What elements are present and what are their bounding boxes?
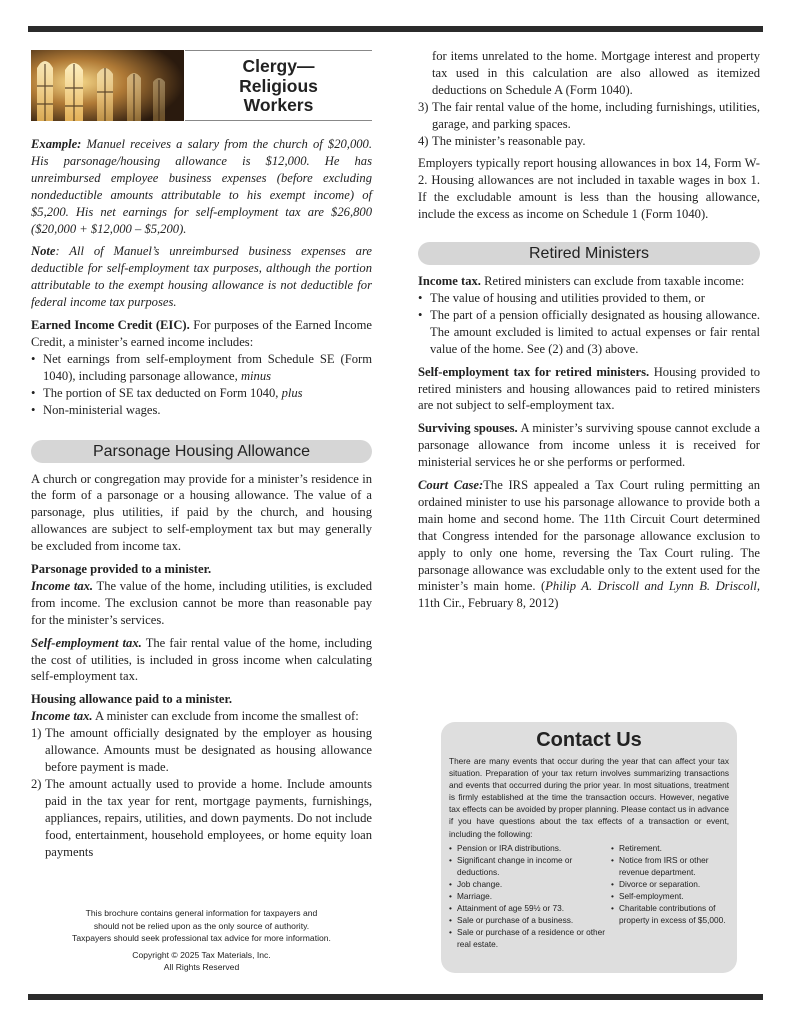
note-label: Note	[31, 244, 56, 259]
retired-se-paragraph	[418, 364, 760, 415]
court-case-end: 11th Cir., February 8, 2012)	[418, 596, 559, 611]
example-text: Manuel receives a salary from the church of $20,000. His parsonage/housing allowance is $12,000. He has unreimbursed employee business expenses (before excluding nondeductible amounts attributable to his exempt income) of $5,200. His net earnings for self-employment tax are $26,800 ($20,000 + $12,000 – $5,200).	[31, 137, 372, 236]
retired-income-label: Income tax.	[418, 274, 481, 289]
section-heading-parsonage: Parsonage Housing Allowance	[31, 440, 372, 463]
income-tax-text: The value of the home, including utilities, is excluded from income. The exclusion cannot be more than reasonable pay for the minister’s services.	[31, 578, 372, 627]
retired-se-text: Housing provided to retired ministers and housing allowances paid to retired ministers are not subject to self-employment tax.	[418, 364, 761, 413]
allowance-paragraph	[31, 708, 372, 725]
contact-title: Contact Us	[536, 729, 642, 751]
eic-list	[31, 351, 372, 419]
right-column	[418, 48, 760, 618]
list-item: • Sale or purchase of a business.	[449, 914, 611, 926]
retired-income-text: Retired ministers can exclude from taxable income:	[484, 274, 745, 289]
list-item: • Net earnings from self-employment from Schedule SE (Form 1040), including parsonage allowance, minus	[31, 351, 372, 385]
se-tax-paragraph	[31, 635, 372, 686]
retired-se-label: Self-employment tax for retired ministers.	[418, 364, 650, 379]
spouse-text: A minister’s surviving spouse cannot exclude a parsonage allowance from income unless it is received for ministerial services he or she performs or performed.	[418, 421, 760, 470]
rights-reserved: All Rights Reserved	[163, 962, 240, 972]
list-item: 1) The amount officially designated by the employer as housing allowance. Amounts must be designated as housing allowance before payment is made.	[31, 726, 372, 774]
spouse-label: Surviving spouses.	[418, 421, 518, 436]
title-line-3: Workers	[243, 95, 314, 115]
allowance-list-continued	[418, 99, 760, 150]
parsonage-intro: A church or congregation may provide for a minister’s residence in the form of a parsonage or a housing allowance. The value of a parsonage, plus utilities, if paid by the church, and housing allowances are subject to self-employment tax but may generally be excluded from income tax.	[31, 471, 372, 554]
se-tax-label: Self-employment tax.	[31, 635, 142, 650]
list-item: • Job change.	[449, 878, 611, 890]
allowance-list	[31, 725, 372, 860]
allowance-heading: Housing allowance paid to a minister.	[31, 692, 233, 707]
court-case-cite: Philip A. Driscoll and Lynn B. Driscoll,	[545, 579, 760, 594]
allowance-label: Income tax.	[31, 709, 93, 724]
court-case-paragraph	[418, 477, 760, 612]
employers-paragraph: Employers typically report housing allowances in box 14, Form W-2. Housing allowances are not included in taxable wages in box 1. If the excludable amount is less than the housing allowance, include the excess as income on Schedule 1 (Form 1040).	[418, 156, 760, 222]
list-item: • Divorce or separation.	[611, 878, 729, 890]
list-item: • The portion of SE tax deducted on Form 1040, plus	[31, 385, 372, 402]
left-column	[31, 136, 372, 866]
allowance-heading-paragraph	[31, 691, 372, 708]
income-tax-label: Income tax.	[31, 578, 94, 593]
list-item: 2) The amount actually used to provide a home. Include amounts paid in the tax year for rent, mortgage payments, furnishings, appliances, repairs, utilities, and down payments. Do not include food, entertainment, household employees, or home equity loan payments	[31, 776, 372, 859]
list-item: • Non-ministerial wages.	[31, 402, 372, 419]
parsonage-provided-heading: Parsonage provided to a minister.	[31, 562, 212, 577]
eic-label: Earned Income Credit (EIC).	[31, 318, 190, 333]
disclaimer-line: This brochure contains general information for taxpayers and	[85, 908, 318, 918]
header-title	[185, 57, 372, 116]
stained-glass-image	[31, 50, 184, 121]
list-item: • Sale or purchase of a residence or other real estate.	[449, 926, 611, 950]
eic-text: For purposes of the Earned Income Credit, a minister’s earned income includes:	[31, 318, 372, 349]
list-item: • The value of housing and utilities provided to them, or	[418, 290, 760, 307]
contact-lists	[449, 842, 729, 951]
court-case-label: Court Case:	[418, 478, 484, 493]
spouse-paragraph	[418, 420, 760, 471]
allowance-text: A minister can exclude from income the smallest of:	[95, 709, 359, 724]
retired-income-list	[418, 290, 760, 358]
list-item: • Charitable contributions of property in excess of $5,000.	[611, 902, 729, 926]
list-item: • Marriage.	[449, 890, 611, 902]
income-tax-paragraph	[31, 578, 372, 629]
title-line-1: Clergy—	[242, 56, 315, 76]
list-item: • Pension or IRA distributions.	[449, 842, 611, 854]
title-line-2: Religious	[239, 75, 318, 96]
se-tax-text: The fair rental value of the home, including the cost of utilities, is included in gross income when calculating self-employment tax.	[31, 635, 373, 684]
note-text: : All of Manuel’s unreimbursed business expenses are deductible for self-employment tax purposes, although the portion attributable to the exempt housing allowance is not deductible for federal income tax purposes.	[31, 244, 372, 310]
court-case-text: The IRS appealed a Tax Court ruling permitting an ordained minister to use his parsonage allowance to provide both a main home and second home. The 11th Circuit Court determined that Congress intended for the parsonage allowance exclusion to apply to only one home, reversing the Tax Court ruling. The parsonage allowance was excludable only to the extent used for the minister’s main home. (	[418, 478, 760, 594]
contact-box	[441, 722, 737, 973]
header-title-rule-bottom	[185, 120, 372, 121]
list-item: • Retirement.	[611, 842, 729, 854]
copyright: Copyright © 2025 Tax Materials, Inc.	[132, 949, 271, 960]
header-title-rule-top	[185, 50, 372, 51]
list-item: • Attainment of age 59½ or 73.	[449, 902, 611, 914]
list-item: 4) The minister’s reasonable pay.	[418, 133, 586, 148]
retired-income-paragraph	[418, 273, 760, 290]
parsonage-provided-paragraph	[31, 561, 372, 578]
example-paragraph	[31, 136, 372, 237]
list-item: • Significant change in income or deductions.	[449, 854, 611, 878]
disclaimer-line: should not be relied upon as the only source of authority.	[93, 920, 310, 931]
bottom-rule	[28, 994, 763, 1000]
continued-paragraph: for items unrelated to the home. Mortgage interest and property tax used in this calculation are also allowed as itemized deductions on Schedule A (Form 1040).	[432, 49, 760, 97]
contact-list-right	[611, 842, 729, 951]
list-item: • The part of a pension officially designated as housing allowance. The amount excluded is limited to actual expenses or fair rental value of the home. See (2) and (3) above.	[418, 307, 760, 358]
eic-paragraph	[31, 317, 372, 351]
list-item: 3) The fair rental value of the home, including furnishings, utilities, garage, and parking spaces.	[418, 99, 760, 131]
section-heading-retired: Retired Ministers	[418, 242, 760, 265]
list-item: • Notice from IRS or other revenue department.	[611, 854, 729, 878]
top-rule	[28, 26, 763, 32]
list-item: • Self-employment.	[611, 890, 729, 902]
contact-list-left	[449, 842, 611, 951]
disclaimer	[31, 907, 372, 974]
example-label: Example:	[31, 137, 82, 151]
contact-intro: There are many events that occur during the year that can affect your tax situation. Preparation of your tax return involves summarizing transactions and events that occurred during the prior year. In most situations, treatment is firmly established at the time the transaction occurs. However, negative tax effects can be avoided by proper planning. Please contact us in advance if you have questions about the tax effects of a transaction or event, including the following:	[449, 756, 729, 839]
disclaimer-line: Taxpayers should seek professional tax advice for more information.	[72, 933, 331, 943]
note-paragraph	[31, 243, 372, 311]
